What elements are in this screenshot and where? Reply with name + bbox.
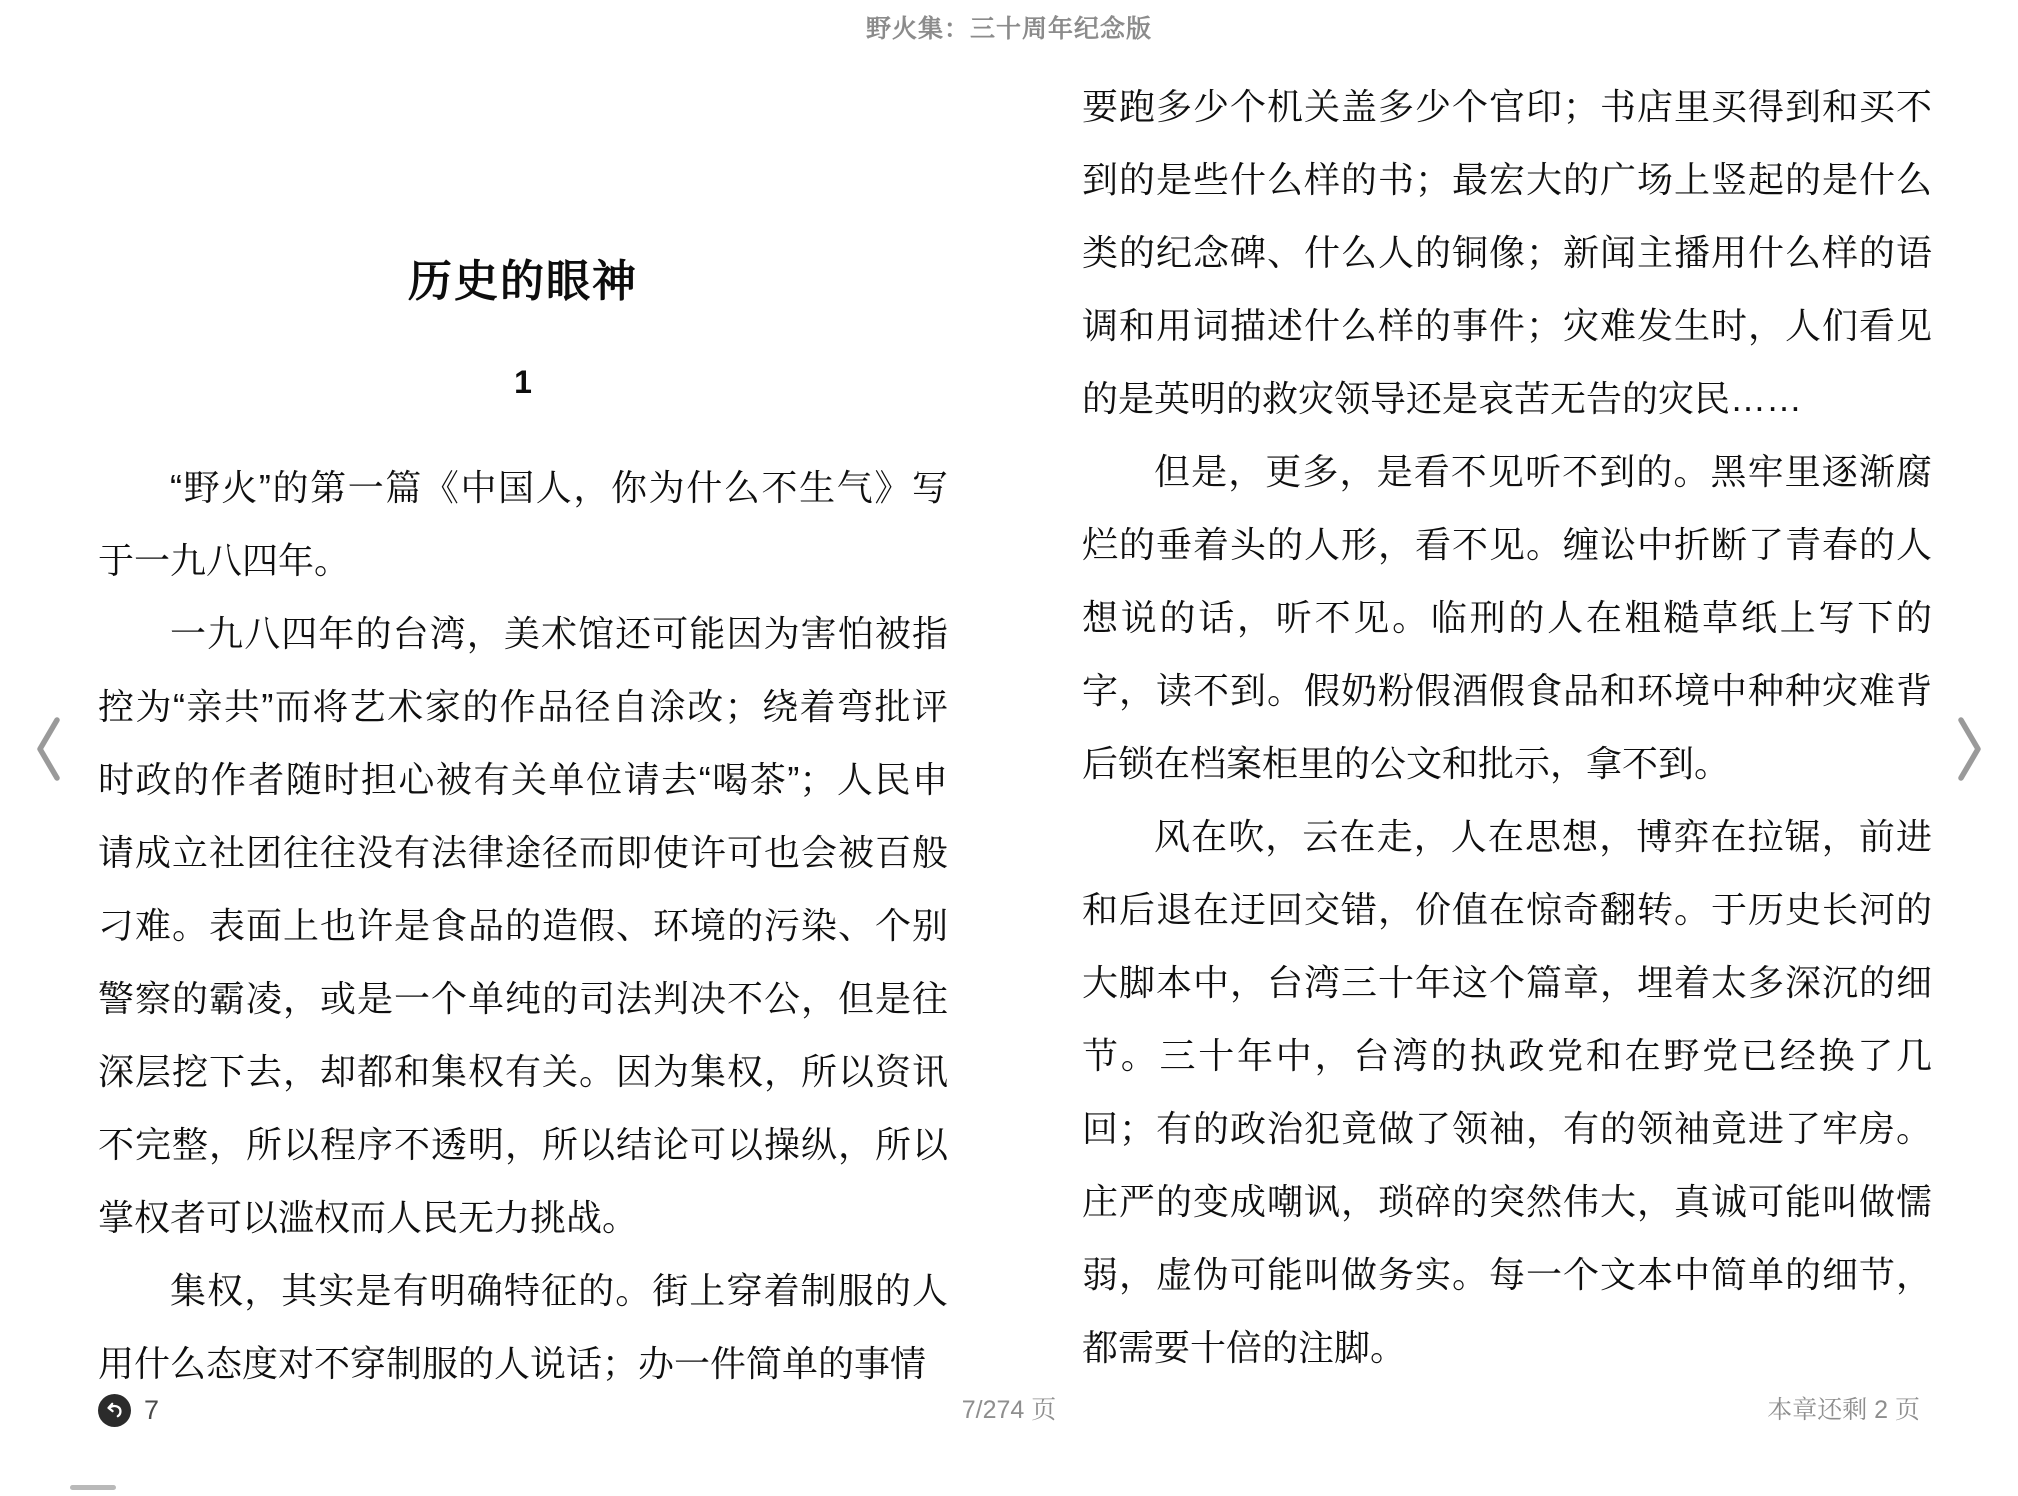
- page-content: [0, 58, 2018, 1385]
- chapter-title: 历史的眼神: [408, 257, 638, 306]
- paragraph: 但是，更多，是看不见听不到的。黑牢里逐渐腐烂的垂着头的人形，看不见。缠讼中折断了青春的人想说的话，听不见。临刑的人在粗糙草纸上写下的字，读不到。假奶粉假酒假食品和环境中种种灾难背后锁在档案柜里的公文和批示，拿不到。: [1082, 451, 1932, 784]
- reader-footer: [0, 1376, 2018, 1496]
- back-page-number: 7: [144, 1395, 160, 1425]
- book-title: 野火集：三十周年纪念版: [865, 14, 1152, 43]
- reader-header: [0, 0, 2018, 58]
- paragraph: 风在吹，云在走，人在思想，博弈在拉锯，前进和后退在迂回交错，价值在惊奇翻转。于历史长河的大脚本中，台湾三十年这个篇章，埋着太多深沉的细节。三十年中，台湾的执政党和在野党已经换了几回；有的政治犯竟做了领袖，有的领袖竟进了牢房。庄严的变成嘲讽，琐碎的突然伟大，真诚可能叫做懦弱，虚伪可能叫做务实。每一个文本中简单的细节，都需要十倍的注脚。: [1082, 816, 1932, 1368]
- page-progress: 7/274 页: [961, 1396, 1057, 1424]
- left-column: [98, 58, 948, 1385]
- paragraph: “野火”的第一篇《中国人，你为什么不生气》写于一九八四年。: [98, 467, 948, 582]
- paragraph: 集权，其实是有明确特征的。街上穿着制服的人用什么态度对不穿制服的人说话；办一件简单的事情: [98, 1270, 948, 1385]
- home-indicator: [70, 1485, 116, 1490]
- paragraph: 要跑多少个机关盖多少个官印；书店里买得到和买不到的是些什么样的书；最宏大的广场上竖起的是什么类的纪念碑、什么人的铜像；新闻主播用什么样的语调和用词描述什么样的事件；灾难发生时，人们看见的是英明的救灾领导还是哀苦无告的灾民……: [1082, 86, 1932, 419]
- right-column: [1082, 58, 1932, 1376]
- chapter-remaining: 本章还剩 2 页: [1767, 1396, 1920, 1424]
- section-number: 1: [514, 363, 532, 400]
- paragraph: 一九八四年的台湾，美术馆还可能因为害怕被指控为“亲共”而将艺术家的作品径自涂改；绕着弯批评时政的作者随时担心被有关单位请去“喝茶”；人民申请成立社团往往没有法律途径而即使许可也会被百般刁难。表面上也许是食品的造假、环境的污染、个别警察的霸凌，或是一个单纯的司法判决不公，但是往深层挖下去，却都和集权有关。因为集权，所以资讯不完整，所以程序不透明，所以结论可以操纵，所以掌权者可以滥权而人民无力挑战。: [98, 613, 948, 1239]
